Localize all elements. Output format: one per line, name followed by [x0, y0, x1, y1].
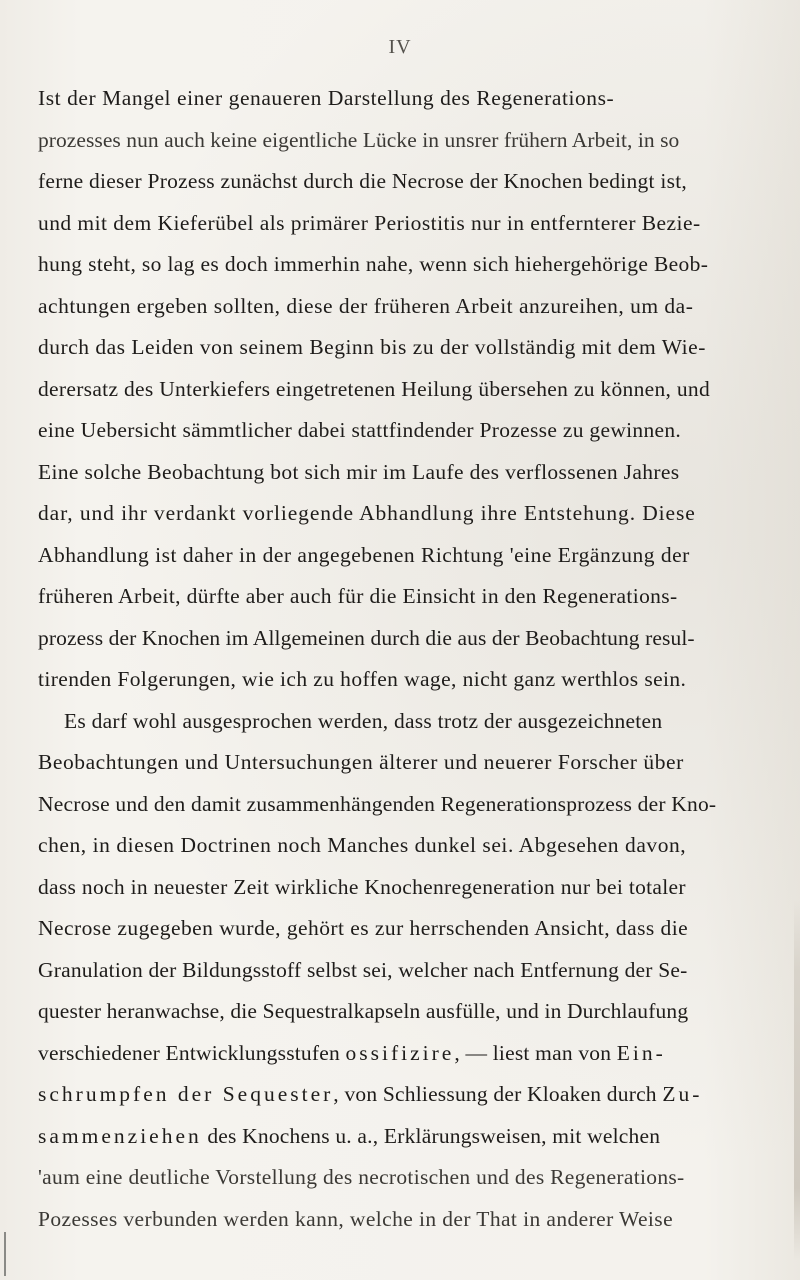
text-line: Necrose zugegeben wurde, gehört es zur herrschenden Ansicht, dass die	[38, 916, 689, 940]
text-line: quester heranwachse, die Sequestralkapseln ausfülle, und in Durchlaufung	[38, 999, 689, 1023]
text-line: Pozesses verbunden werden kann, welche in der That in anderer Weise	[38, 1206, 674, 1231]
text-segment: , — liest man von	[454, 1040, 612, 1065]
text-line	[38, 1033, 788, 1075]
text-line: ferne dieser Prozess zunächst durch die Necrose der Knochen bedingt ist,	[38, 169, 688, 193]
text-line: früheren Arbeit, dürfte aber auch für die Einsicht in den Regenerations-	[38, 584, 678, 608]
text-line: eine Uebersicht sämmtlicher dabei stattfindender Prozesse zu gewinnen.	[38, 418, 682, 442]
text-line: hung steht, so lag es doch immerhin nahe, wenn sich hiehergehörige Beob-	[38, 252, 709, 276]
emphasis-spaced: Ein-	[616, 1040, 666, 1065]
text-segment: verschiedener Entwicklungsstufen	[38, 1040, 340, 1065]
text-line: Es darf wohl ausgesprochen werden, dass trotz der ausgezeichneten	[64, 708, 663, 733]
text-line: tirenden Folgerungen, wie ich zu hoffen wage, nicht ganz werthlos sein.	[38, 667, 687, 691]
text-line: derersatz des Unterkiefers eingetretenen Heilung übersehen zu können, und	[38, 376, 711, 401]
emphasis-spaced: Zu-	[662, 1082, 703, 1106]
text-segment: , von Schliessung der Kloaken durch	[333, 1082, 657, 1106]
text-line	[38, 1116, 788, 1158]
body-text	[38, 78, 788, 1240]
text-line: Abhandlung ist daher in der angegebenen Richtung 'eine Ergänzung der	[38, 542, 690, 567]
text-line: dar, und ihr verdankt vorliegende Abhandlung ihre Entstehung. Diese	[38, 501, 696, 525]
text-line: Eine solche Beobachtung bot sich mir im Laufe des verflossenen Jahres	[38, 459, 680, 484]
text-segment: des Knochens u. a., Erklärungsweisen, mit welchen	[207, 1123, 661, 1148]
text-line: prozess der Knochen im Allgemeinen durch die aus der Beobachtung resul-	[38, 625, 695, 650]
text-line: Necrose und den damit zusammenhängenden Regenerationsprozess der Kno-	[38, 791, 717, 816]
page-number: IV	[388, 36, 412, 58]
emphasis-spaced: ossifizire	[345, 1040, 455, 1065]
text-line: Beobachtungen und Untersuchungen älterer und neuerer Forscher über	[38, 750, 684, 774]
emphasis-spaced: schrumpfen der Sequester	[38, 1082, 334, 1106]
margin-mark	[4, 1232, 6, 1276]
text-line: dass noch in neuester Zeit wirkliche Knochenregeneration nur bei totaler	[38, 874, 686, 899]
emphasis-spaced: sammenziehen	[38, 1123, 202, 1148]
text-line: achtungen ergeben sollten, diese der früheren Arbeit anzureihen, um da-	[38, 293, 694, 318]
page-edge-shadow	[794, 900, 800, 1260]
text-line: Granulation der Bildungsstoff selbst sei, welcher nach Entfernung der Se-	[38, 957, 688, 982]
text-line: durch das Leiden von seinem Beginn bis zu der vollständig mit dem Wie-	[38, 335, 706, 359]
text-line: 'aum eine deutliche Vorstellung des necrotischen und des Regenerations-	[38, 1165, 685, 1189]
text-line: chen, in diesen Doctrinen noch Manches dunkel sei. Abgesehen davon,	[38, 833, 687, 857]
text-line: prozesses nun auch keine eigentliche Lücke in unsrer frühern Arbeit, in so	[38, 127, 680, 152]
text-line: und mit dem Kieferübel als primärer Periostitis nur in entfernterer Bezie-	[38, 210, 701, 235]
text-line	[38, 1074, 788, 1116]
text-line: Ist der Mangel einer genaueren Darstellung des Regenerations-	[38, 86, 615, 110]
